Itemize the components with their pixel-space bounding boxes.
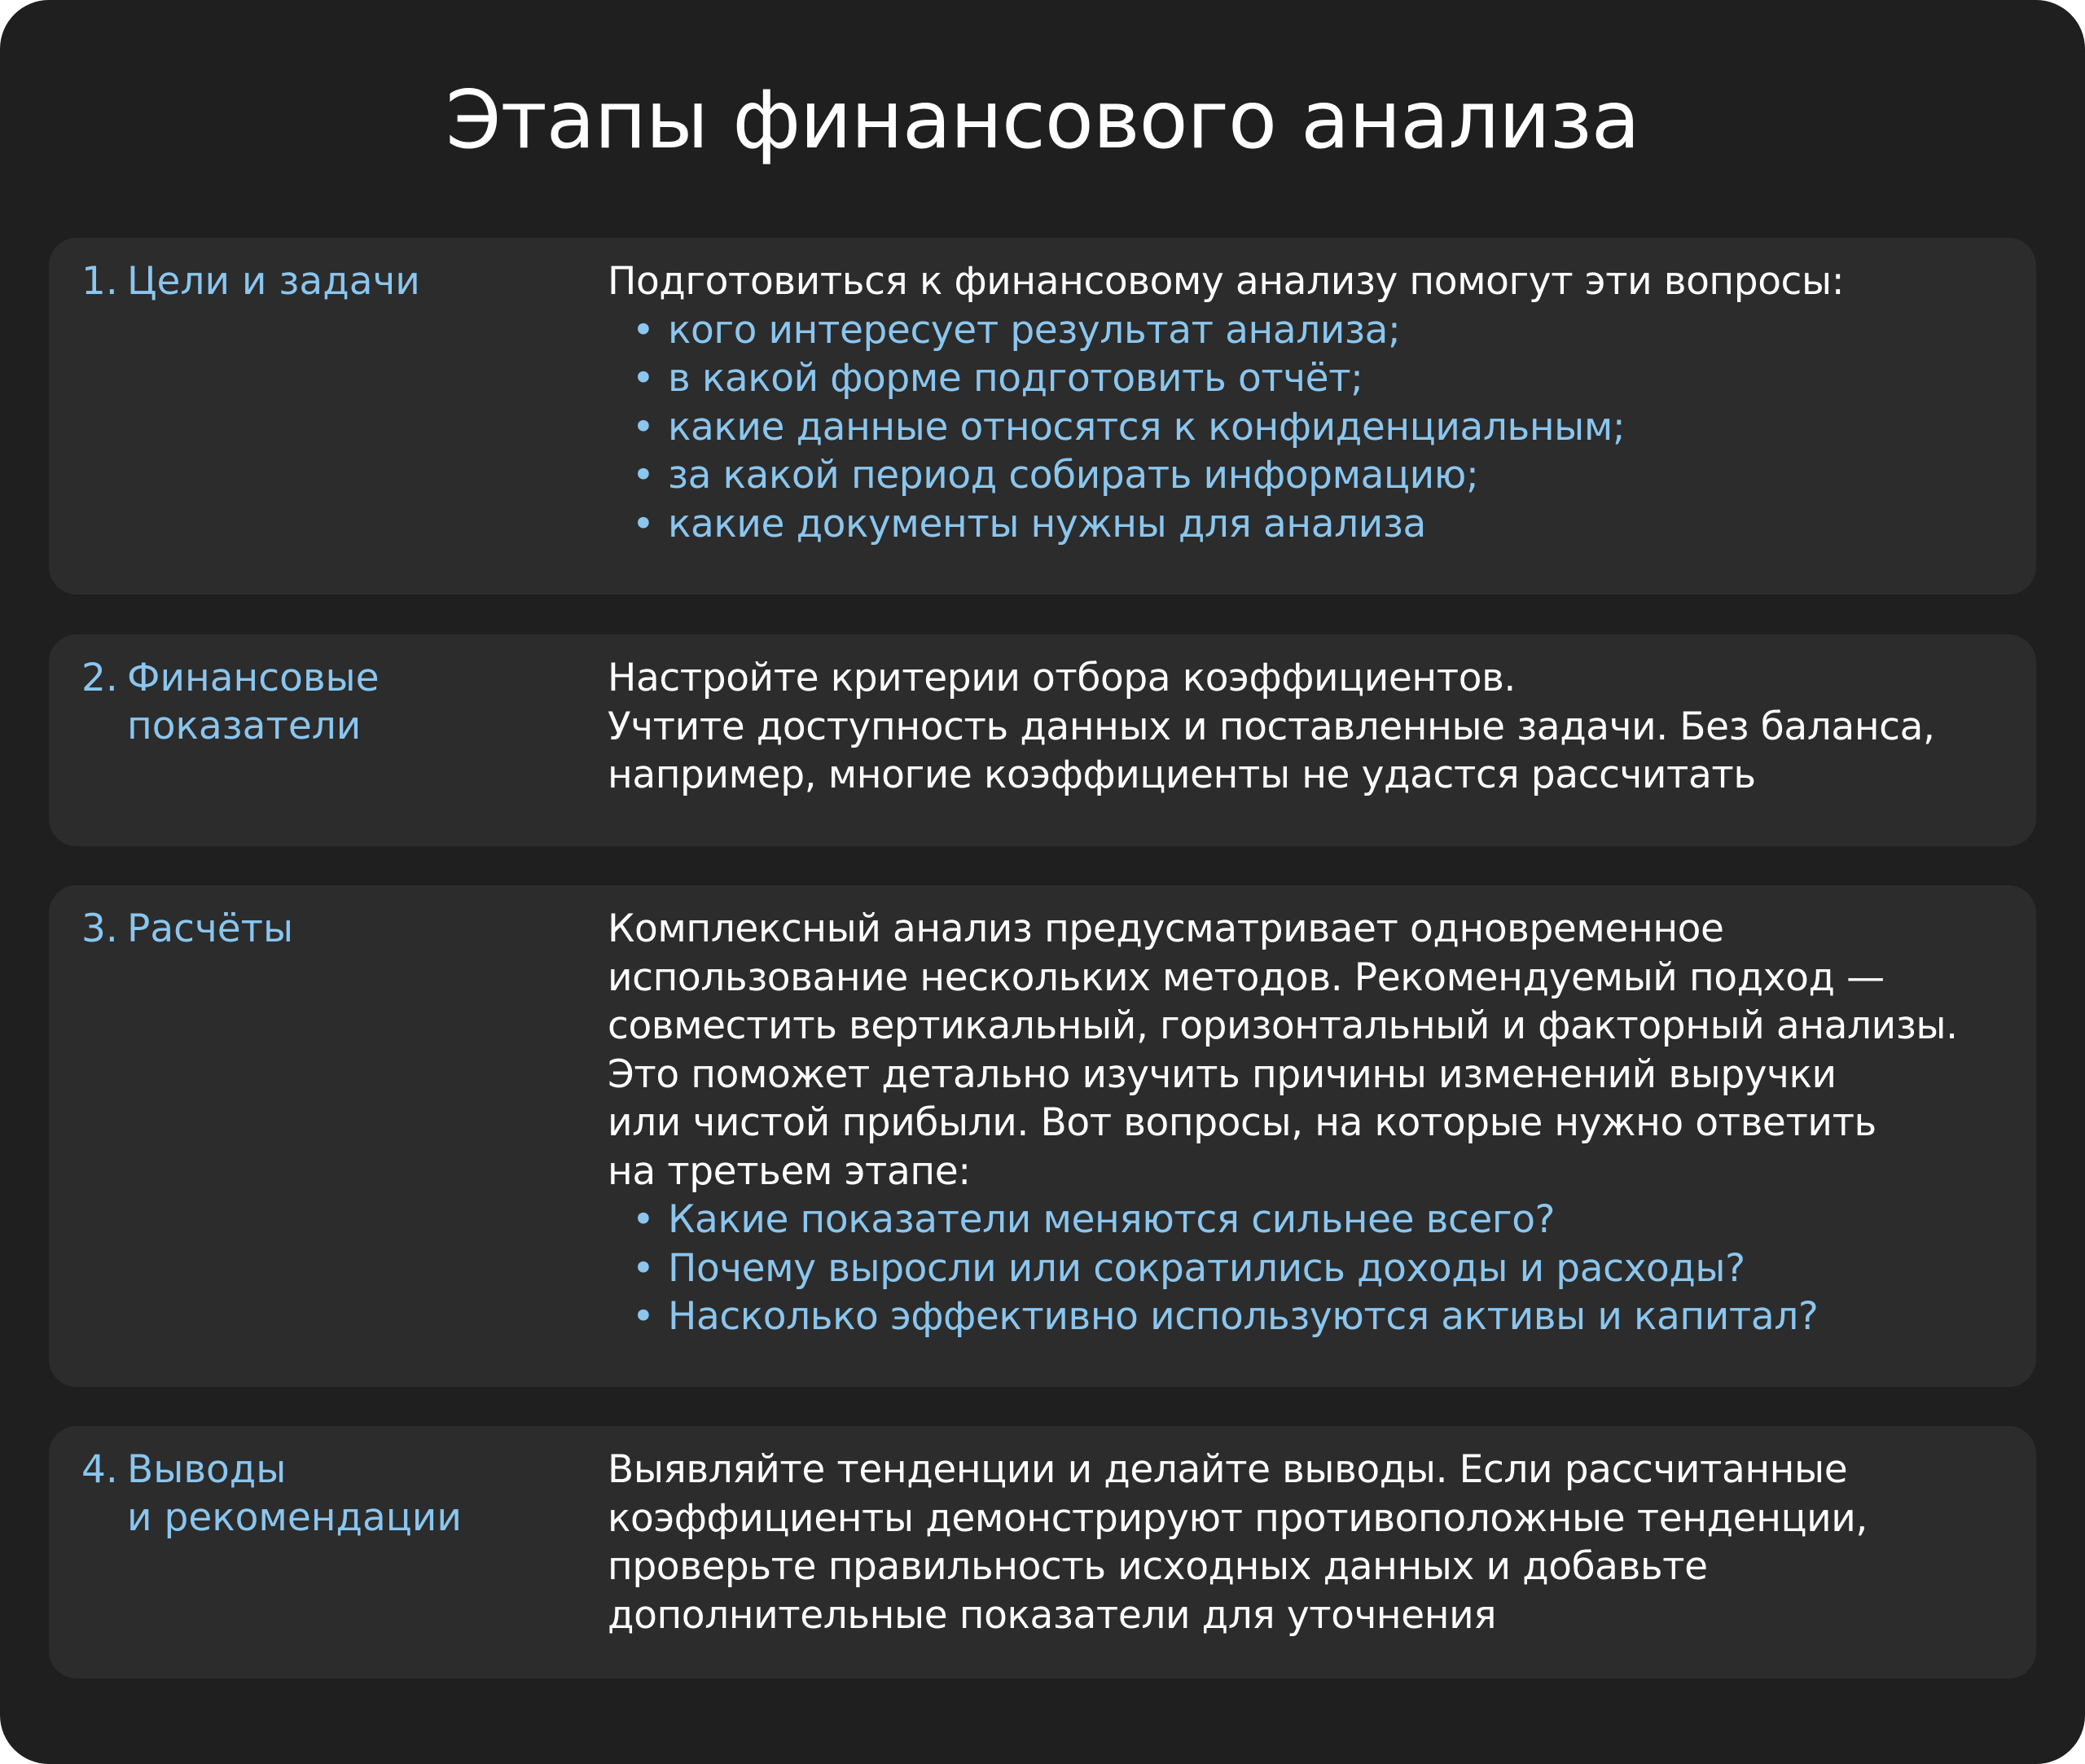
- list-item-text: за какой период собирать информацию;: [668, 453, 1479, 498]
- bullet-icon: •: [632, 356, 655, 401]
- list-item: [608, 354, 2008, 403]
- stage-card-calculations: [49, 885, 2036, 1387]
- description-line: Выявляйте тенденции и делайте выводы. Если рассчитанные: [608, 1447, 1848, 1492]
- list-item: [608, 403, 2008, 452]
- bullet-icon: •: [632, 1197, 655, 1242]
- list-item: [608, 306, 2008, 355]
- stage-description: [608, 654, 2008, 800]
- stage-name: Цели и задачи: [127, 259, 420, 304]
- question-list: [608, 1196, 2008, 1341]
- stage-card-indicators: [49, 634, 2036, 846]
- description-line: или чистой прибыли. Вот вопросы, на которые нужно ответить: [608, 1100, 1876, 1145]
- stage-name: Выводы и рекомендации: [127, 1447, 462, 1540]
- question-list: [608, 306, 2008, 549]
- list-item: [608, 500, 2008, 549]
- page-title: Этапы финансового анализа: [446, 74, 1639, 167]
- list-item-text: какие документы нужны для анализа: [668, 501, 1426, 546]
- stage-name: Финансовые показатели: [127, 656, 380, 748]
- description-line: Подготовиться к финансовому анализу помогут эти вопросы:: [608, 259, 1845, 304]
- description-line: Учтите доступность данных и поставленные задачи. Без баланса,: [608, 704, 1935, 749]
- bullet-icon: •: [632, 1245, 655, 1291]
- stage-description: [608, 905, 2008, 1341]
- description-line: проверьте правильность исходных данных и добавьте: [608, 1544, 1708, 1589]
- description-line: например, многие коэффициенты не удастся рассчитать: [608, 753, 1756, 797]
- stage-description: [608, 1446, 2008, 1639]
- list-item: [608, 451, 2008, 500]
- description-line: коэффициенты демонстрируют противоположные тенденции,: [608, 1495, 1868, 1541]
- list-item-text: Насколько эффективно используются активы и капитал?: [668, 1294, 1819, 1339]
- list-item-text: какие данные относятся к конфиденциальным;: [668, 404, 1626, 450]
- stage-name: Расчёты: [127, 906, 294, 951]
- bullet-icon: •: [632, 307, 655, 353]
- list-item-text: кого интересует результат анализа;: [668, 307, 1401, 353]
- description-line: Комплексный анализ предусматривает одновременное: [608, 906, 1724, 951]
- stage-card-goals: [49, 238, 2036, 595]
- description-line: Это поможет детально изучить причины изменений выручки: [608, 1051, 1837, 1097]
- stage-description: [608, 257, 2008, 548]
- list-item: [608, 1292, 2008, 1341]
- list-item: [608, 1196, 2008, 1244]
- description-line: на третьем этапе:: [608, 1148, 971, 1194]
- description-line: дополнительные показатели для уточнения: [608, 1592, 1497, 1638]
- stage-number: 4.: [81, 1447, 118, 1492]
- description-line: Настройте критерии отбора коэффициентов.: [608, 656, 1516, 700]
- stage-number: 3.: [81, 906, 118, 951]
- stage-number: 1.: [81, 259, 118, 304]
- stage-card-conclusions: [49, 1426, 2036, 1678]
- list-item-text: в какой форме подготовить отчёт;: [668, 356, 1363, 401]
- bullet-icon: •: [632, 404, 655, 450]
- list-item-text: Почему выросли или сократились доходы и расходы?: [668, 1245, 1745, 1291]
- stage-number: 2.: [81, 656, 118, 700]
- list-item: [608, 1244, 2008, 1293]
- description-line: использование нескольких методов. Рекомендуемый подход —: [608, 954, 1885, 1000]
- bullet-icon: •: [632, 453, 655, 498]
- description-line: совместить вертикальный, горизонтальный и факторный анализы.: [608, 1003, 1958, 1048]
- bullet-icon: •: [632, 1294, 655, 1339]
- bullet-icon: •: [632, 501, 655, 546]
- list-item-text: Какие показатели меняются сильнее всего?: [668, 1197, 1556, 1242]
